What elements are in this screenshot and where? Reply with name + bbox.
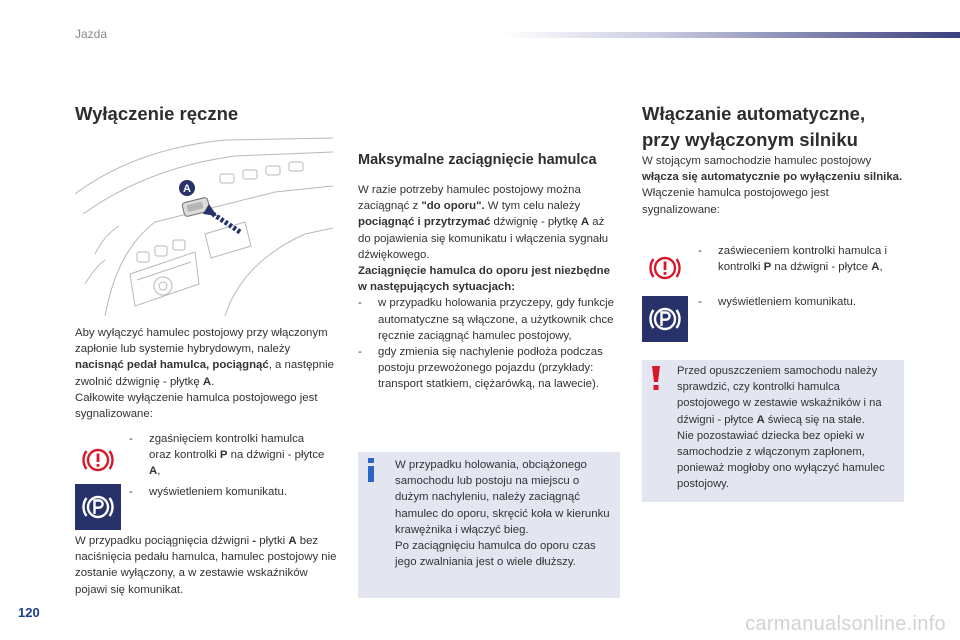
- manual-release-footer: W przypadku pociągnięcia dźwigni - płytki A bez naciśnięcia pedału hamulca, hamulec postojowy nie zostanie wyłączony, a w zestawie wskaźników pojawi się komunikat.: [75, 535, 337, 596]
- section-label: Jazda: [75, 27, 108, 41]
- right-list-item-2: - wyświetleniem komunikatu.: [698, 296, 857, 308]
- info-icon: [364, 458, 378, 482]
- page-number: 120: [18, 605, 40, 620]
- parking-p-tile-right: [642, 296, 688, 342]
- max-application-body: W razie potrzeby hamulec postojowy można zaciągnąć z "do oporu". W tym celu należy pociągnąć i przytrzymać dźwignię - płytkę A aż do pojawienia się komunikatu i włączenia sygnału dźwiękowego. Zaciągnięcie hamulca do oporu jest niezbędne w następujących sytuacjach: - w przypadku holowania przyczepy, gdy funkcje automatyczne są włączone, a użytkownik chce ręcznie zaciągnąć hamulec postojowy, - gdy zmienia się nachylenie podłoża podczas postoju przewożonego pojazdu (przykłady: transport statkiem, ciężarówką, na lawecie).: [358, 184, 614, 391]
- parking-brake-illustration: [75, 134, 335, 316]
- warning-note: Przed opuszczeniem samochodu należy sprawdzić, czy kontrolki hamulca postojowego w zestawie wskaźników i na dźwigni - płytce A świecą się na stałe. Nie pozostawiać dziecka bez opieki w samochodzie z włączonym zapłonem, ponieważ mogłoby ono wyłączyć hamulec postojowy.: [642, 360, 904, 502]
- left-list-item-1: - zgaśnięciem kontrolki hamulca oraz kontrolki P na dźwigni - płytce A,: [129, 433, 325, 478]
- parking-p-icon: [80, 489, 116, 525]
- manual-release-intro: Aby wyłączyć hamulec postojowy przy włączonym zapłonie lub systemie hybrydowym, należy nacisnąć pedał hamulca, pociągnąć, a następnie zwolnić dźwignię - płytkę A. Całkowite wyłączenie hamulca postojowego jest sygnalizowane:: [75, 327, 334, 421]
- info-note: W przypadku holowania, obciążonego samochodu lub postoju na miejscu o dużym nachyleniu, należy zaciągnąć hamulec do oporu, skręcić koła w kierunku krawężnika i włączyć bieg. Po zaciągnięciu hamulca do oporu czas jego zwalniania jest o wiele dłuższy.: [358, 452, 620, 598]
- brake-warning-icon: [647, 250, 683, 286]
- brake-warning-tile-right: [642, 245, 688, 291]
- parking-p-tile: [75, 484, 121, 530]
- max-application-title: Maksymalne zaciągnięcie hamulca: [358, 152, 597, 168]
- manual-release-title: Wyłączenie ręczne: [75, 103, 239, 124]
- auto-application-body: W stojącym samochodzie hamulec postojowy włącza się automatycznie po wyłączeniu silnika. Włączenie hamulca postojowego jest sygnalizowane:: [642, 155, 903, 216]
- auto-application-title: Włączanie automatyczne, przy wyłączonym silniku: [642, 103, 866, 150]
- parking-p-icon: [647, 301, 683, 337]
- brake-warning-tile: [75, 437, 121, 483]
- illustration-label-a: A: [183, 183, 191, 195]
- warning-exclamation-icon: [650, 366, 662, 390]
- header-bar: [500, 32, 960, 38]
- console-drawing: [75, 134, 335, 316]
- watermark: carmanualsonline.info: [745, 613, 946, 635]
- right-list-item-1: - zaświeceniem kontrolki hamulca i kontrolki P na dźwigni - płytce A,: [698, 245, 888, 274]
- brake-warning-icon: [80, 442, 116, 478]
- left-list-item-2: - wyświetleniem komunikatu.: [129, 486, 288, 498]
